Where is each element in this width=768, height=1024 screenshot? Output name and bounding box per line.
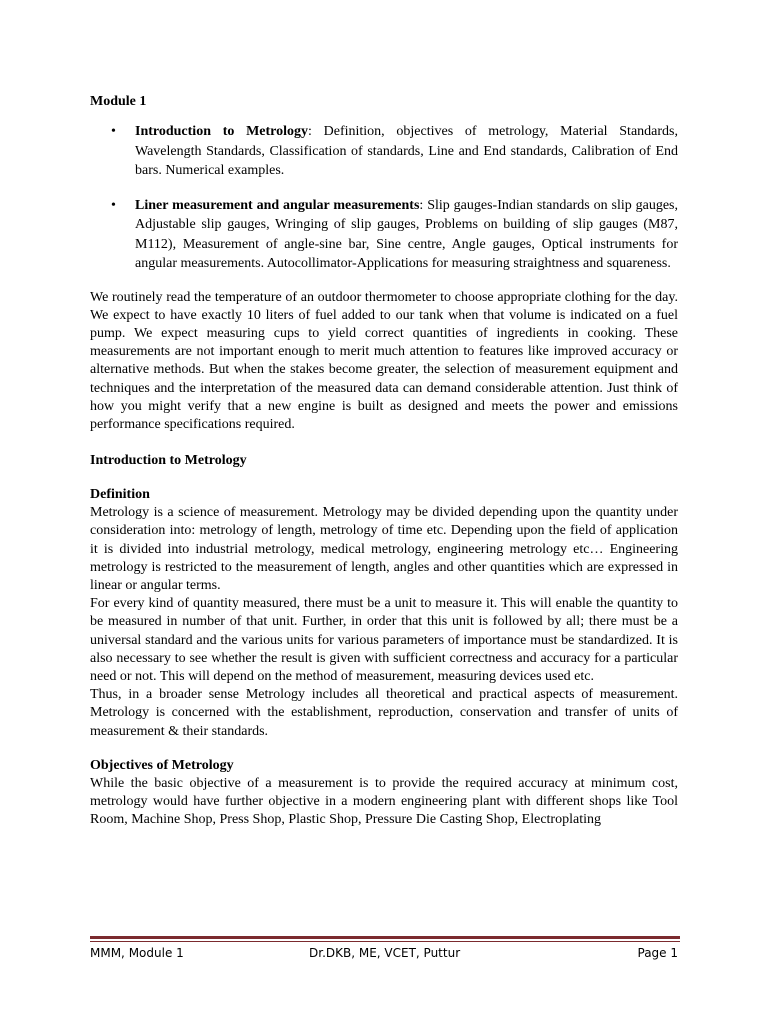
footer-page-number: Page 1 [637, 946, 678, 960]
module-title: Module 1 [90, 94, 147, 109]
topic-title: Liner measurement and angular measurements [135, 197, 420, 213]
page-footer [90, 944, 678, 962]
bullet-icon: • [111, 124, 116, 139]
syllabus-topic-list [90, 122, 678, 274]
footer-rule-thick [90, 936, 680, 939]
footer-course: MMM, Module 1 [90, 946, 184, 960]
bullet-icon: • [111, 197, 116, 213]
section-heading: Introduction to Metrology [90, 453, 247, 469]
definition-heading: Definition [90, 487, 150, 503]
page-content [90, 93, 678, 829]
footer-rule-thin [90, 941, 680, 942]
objectives-heading: Objectives of Metrology [90, 757, 234, 773]
topic-description: : Definition, objectives of metrology, Material Standards, Wavelength Standards, Classification of standards, Line and End standards, Calibration of End bars. Numerical examples. [135, 124, 678, 178]
footer-author: Dr.DKB, ME, VCET, Puttur [309, 946, 461, 960]
intro-paragraph: We routinely read the temperature of an outdoor thermometer to choose appropriate clothing for the day. We expect to have exactly 10 liters of fuel added to our tank when that volume is indicated on a fuel pump. We expect measuring cups to yield correct quantities of ingredients in cooking. These measurements are not important enough to merit much attention to features like improved accuracy or alternative methods. But when the stakes become greater, the selection of measurement equipment and techniques and the interpretation of the measured data can demand considerable attention. Just think of how you might verify that a new engine is built as designed and meets the power and emissions performance specifications required. [90, 289, 678, 432]
syllabus-topic [90, 122, 678, 181]
syllabus-topic [90, 196, 678, 274]
topic-title: Introduction to Metrology [135, 124, 309, 139]
topic-description: : Slip gauges-Indian standards on slip gauges, Adjustable slip gauges, Wringing of slip gauges, Problems on building of slip gauges (M87, M112), Measurement of angle-sine bar, Sine centre, Angle gauges, Optical instruments for angular measurements. Autocollimator-Applications for measuring straightness and squareness. [135, 197, 678, 271]
definition-paragraph: Metrology is a science of measurement. Metrology may be divided depending upon the quantity under consideration into: metrology of length, metrology of time etc. Depending upon the field of application it is divided into industrial metrology, medical metrology, engineering metrology etc… Engineering metrology is restricted to the measurement of length, angles and other quantities which are expressed in linear or angular terms. [90, 505, 678, 593]
broader-sense-paragraph: Thus, in a broader sense Metrology includes all theoretical and practical aspects of measurement. Metrology is concerned with the establishment, reproduction, conservation and transfer of units of measurement & their standards. [90, 687, 678, 739]
objectives-paragraph: While the basic objective of a measurement is to provide the required accuracy at minimum cost, metrology would have further objective in a modern engineering plant with different shops like Tool Room, Machine Shop, Press Shop, Plastic Shop, Pressure Die Casting Shop, Electroplating [90, 775, 678, 828]
units-paragraph: For every kind of quantity measured, there must be a unit to measure it. This will enable the quantity to be measured in number of that unit. Further, in order that this unit is followed by all; there must be a universal standard and the various units for various parameters of importance must be standardized. It is also necessary to see whether the result is given with sufficient correctness and accuracy for a particular need or not. This will depend on the method of measurement, measuring devices used etc. [90, 596, 678, 684]
